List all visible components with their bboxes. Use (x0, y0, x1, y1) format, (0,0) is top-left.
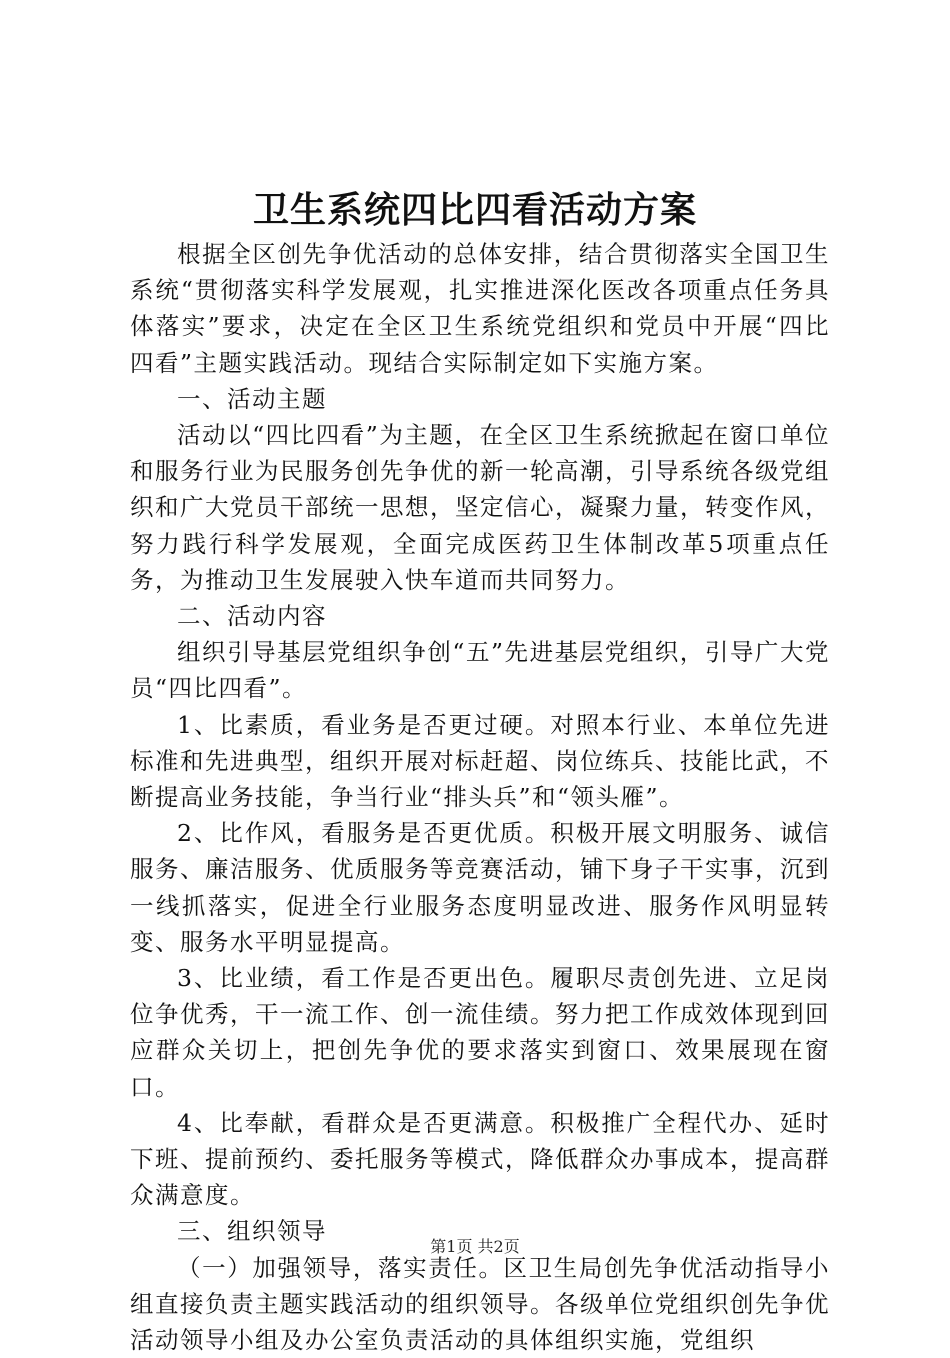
paragraph-leadership-1: （一）加强领导，落实责任。区卫生局创先争优活动指导小组直接负责主题实践活动的组织领导。各级单位党组织创先争优活动领导小组及办公室负责活动的具体组织实施，党组织 (130, 1253, 830, 1355)
section-heading-content: 二、活动内容 (177, 602, 327, 631)
paragraph-item-1: 1、比素质，看业务是否更过硬。对照本行业、本单位先进标准和先进典型，组织开展对标赶超、岗位练兵、技能比武，不断提高业务技能，争当行业“排头兵”和“领头雁”。 (130, 710, 830, 812)
paragraph-intro: 根据全区创先争优活动的总体安排，结合贯彻落实全国卫生系统“贯彻落实科学发展观，扎实推进深化医改各项重点任务具体落实”要求，决定在全区卫生系统党组织和党员中开展“四比四看”主题实践活动。现结合实际制定如下实施方案。 (130, 240, 830, 377)
document-body (130, 236, 830, 1358)
paragraph-item-2: 2、比作风，看服务是否更优质。积极开展文明服务、诚信服务、廉洁服务、优质服务等竞赛活动，铺下身子干实事，沉到一线抓落实，促进全行业服务态度明显改进、服务作风明显转变、服务水平明显提高。 (130, 819, 830, 956)
page-footer: 第1页 共2页 (430, 1237, 520, 1256)
paragraph-item-3: 3、比业绩，看工作是否更出色。履职尽责创先进、立足岗位争优秀，干一流工作、创一流佳绩。努力把工作成效体现到回应群众关切上，把创先争优的要求落实到窗口、效果展现在窗口。 (130, 964, 830, 1101)
section-heading-leadership: 三、组织领导 (177, 1217, 327, 1246)
paragraph-item-4: 4、比奉献，看群众是否更满意。积极推广全程代办、延时下班、提前预约、委托服务等模式，降低群众办事成本，提高群众满意度。 (130, 1108, 830, 1210)
document-title: 卫生系统四比四看活动方案 (252, 189, 697, 231)
paragraph-content-intro: 组织引导基层党组织争创“五”先进基层党组织，引导广大党员“四比四看”。 (130, 638, 830, 703)
section-heading-theme: 一、活动主题 (177, 384, 327, 413)
paragraph-theme: 活动以“四比四看”为主题，在全区卫生系统掀起在窗口单位和服务行业为民服务创先争优的新一轮高潮，引导系统各级党组织和广大党员干部统一思想，坚定信心，凝聚力量，转变作风，努力践行科学发展观，全面完成医药卫生体制改革5项重点任务，为推动卫生发展驶入快车道而共同努力。 (130, 421, 830, 594)
